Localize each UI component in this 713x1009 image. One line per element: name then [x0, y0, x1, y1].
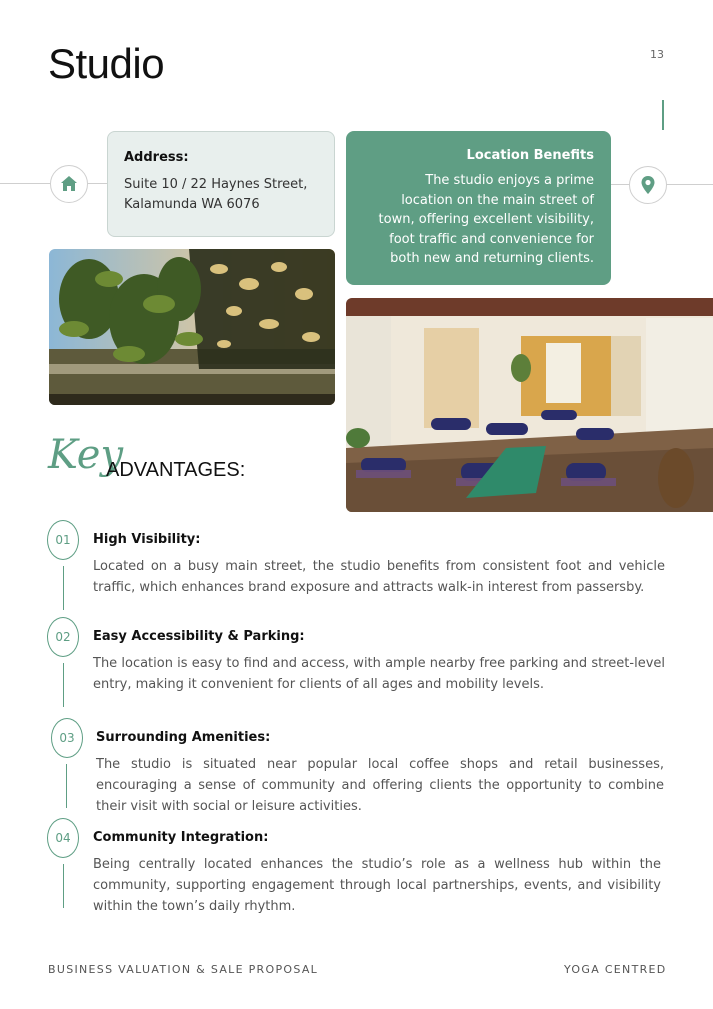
- benefits-line: town, offering excellent visibility,: [378, 212, 594, 227]
- page-title: Studio: [48, 40, 165, 87]
- item-number-badge: [47, 520, 79, 560]
- item-body: The location is easy to find and access, with ample nearby free parking and street-level entry, making it convenient for clients of all ages and mobility levels.: [93, 656, 665, 692]
- advantages-heading: ADVANTAGES:: [106, 459, 246, 481]
- footer-brand: YOGA CENTRED: [564, 963, 667, 976]
- address-label: Address:: [124, 150, 189, 165]
- timeline-line: [63, 566, 64, 610]
- item-number: 02: [55, 630, 71, 644]
- footer-document-title: BUSINESS VALUATION & SALE PROPOSAL: [48, 963, 319, 976]
- item-body: The studio is situated near popular local coffee shops and retail businesses, encouraging a sense of community and offering clients the opportunity to combine their visit with social or leisure activities.: [96, 757, 664, 814]
- item-title: Community Integration:: [93, 830, 269, 845]
- home-icon: [50, 165, 88, 203]
- item-number: 03: [59, 731, 75, 745]
- right-connector-line-2: [665, 184, 713, 185]
- yoga-studio-photo: [346, 298, 713, 512]
- item-number: 04: [55, 831, 71, 845]
- item-title: Easy Accessibility & Parking:: [93, 629, 305, 644]
- timeline-line: [66, 764, 67, 808]
- item-body: Located on a busy main street, the studio benefits from consistent foot and vehicle traffic, which enhances brand exposure and attracts walk-in interest from passersby.: [93, 559, 665, 595]
- item-title: Surrounding Amenities:: [96, 730, 271, 745]
- location-pin-icon: [629, 166, 667, 204]
- timeline-line: [63, 864, 64, 908]
- left-connector-line-2: [86, 183, 107, 184]
- benefits-line: The studio enjoys a prime: [425, 173, 594, 188]
- location-benefits-card: [346, 131, 611, 285]
- item-number-badge: [47, 617, 79, 657]
- right-connector-line: [611, 184, 629, 185]
- item-body: Being centrally located enhances the studio’s role as a wellness hub within the community, supporting engagement through local partnerships, events, and visibility within the town’s daily rhythm.: [93, 857, 661, 914]
- address-line-2: Kalamunda WA 6076: [124, 197, 260, 212]
- item-number-badge: [51, 718, 83, 758]
- benefits-line: both new and returning clients.: [390, 251, 594, 266]
- benefits-line: location on the main street of: [401, 192, 594, 208]
- item-title: High Visibility:: [93, 532, 201, 547]
- key-script-word: Key: [48, 432, 124, 478]
- address-card: [107, 131, 335, 237]
- plants-window-photo: [49, 249, 335, 405]
- item-number-badge: [47, 818, 79, 858]
- benefits-label: Location Benefits: [466, 148, 594, 163]
- page-number: 13: [650, 48, 664, 61]
- address-line-1: Suite 10 / 22 Haynes Street,: [124, 177, 308, 192]
- left-connector-line: [0, 183, 50, 184]
- item-number: 01: [55, 533, 71, 547]
- benefits-line: foot traffic and convenience for: [389, 231, 594, 247]
- timeline-line: [63, 663, 64, 707]
- accent-rule: [662, 100, 664, 130]
